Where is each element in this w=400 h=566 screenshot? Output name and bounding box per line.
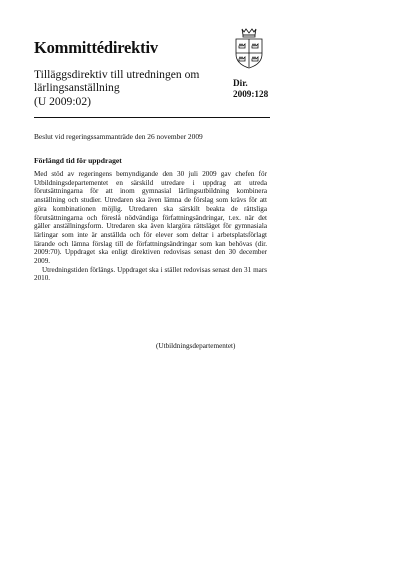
decision-line: Beslut vid regeringssammanträde den 26 november 2009 [34, 132, 203, 141]
body-text [34, 170, 267, 283]
title-divider [34, 117, 270, 118]
department-signature: (Utbildningsdepartementet) [156, 342, 236, 350]
section-heading: Förlängd tid för uppdraget [34, 156, 122, 165]
directive-code: 2009:128 [233, 89, 269, 99]
title-line-1: Tilläggsdirektiv till utredningen om [34, 68, 200, 81]
document-type-heading: Kommittédirektiv [34, 38, 158, 57]
document-title [34, 68, 224, 108]
body-paragraph-1: Med stöd av regeringens bemyndigande den 30 juli 2009 gav chefen för Utbildningsdepartementet en särskild utredare i uppdrag att utreda förutsättningarna för att inom gymnasial lärlingsutbildning kombinera anställning och studier. Utredaren ska även lämna de förslag som krävs för att göra kombinationen möjlig. Utredaren ska särskilt beakta de rättsliga förutsättningarna och föreslå nödvändiga författningsändringar, t.ex. när det gäller anställningsform. Utredaren ska även klargöra rättsläget för gymnasiala lärlingar som inte är anställda och för elever som deltar i arbetsplatsförlagt lärande och lämna förslag till de författningsändringar som kan behövas (dir. 2009:70). Uppdraget ska enligt direktiven redovisas senast den 30 december 2009. [34, 170, 267, 266]
title-line-2: lärlingsanställning [34, 81, 120, 95]
directive-label: Dir. [233, 78, 248, 88]
directive-number [233, 78, 268, 100]
title-line-3: (U 2009:02) [34, 94, 91, 108]
body-paragraph-2: Utredningstiden förlängs. Uppdraget ska i stället redovisas senast den 31 mars 2010. [34, 265, 267, 283]
swedish-coat-of-arms-icon [233, 26, 265, 70]
